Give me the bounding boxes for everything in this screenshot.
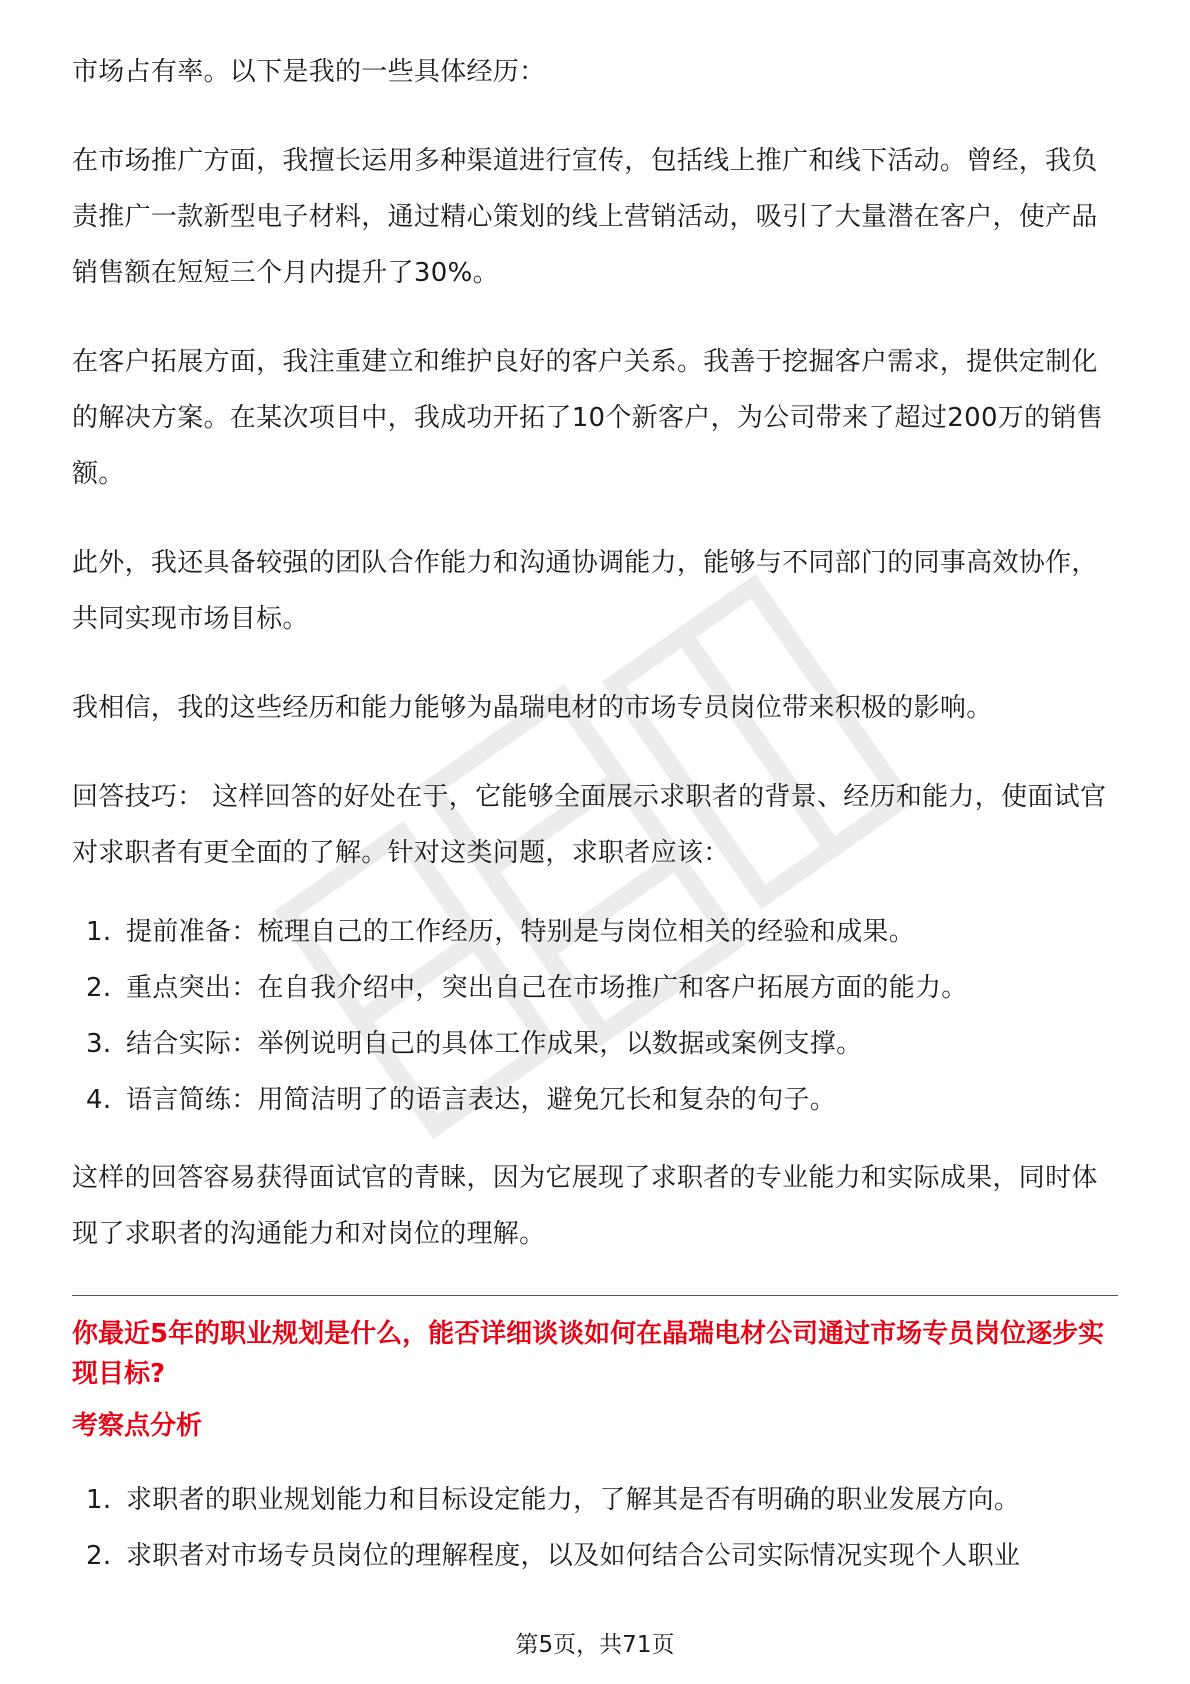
list-item [72, 904, 1118, 960]
list-item [72, 1016, 1118, 1072]
list-item [72, 1528, 1118, 1584]
question-heading: 你最近5年的职业规划是什么，能否详细谈谈如何在晶瑞电材公司通过市场专员岗位逐步实现目标? [72, 1319, 1105, 1389]
marketing-paragraph: 在市场推广方面，我擅长运用多种渠道进行宣传，包括线上推广和线下活动。曾经，我负责推广一款新型电子材料，通过精心策划的线上营销活动，吸引了大量潜在客户，使产品销售额在短短三个月内提升了30%。 [72, 146, 1098, 288]
teamwork-paragraph: 此外，我还具备较强的团队合作能力和沟通协调能力，能够与不同部门的同事高效协作，共同实现市场目标。 [72, 548, 1098, 634]
list-item-number: 2. [86, 973, 112, 1003]
list-item-number: 1. [86, 1485, 112, 1515]
tips-list [72, 904, 1118, 1128]
answer-tips-paragraph: 回答技巧： 这样回答的好处在于，它能够全面展示求职者的背景、经历和能力，使面试官对求职者有更全面的了解。针对这类问题，求职者应该： [72, 782, 1107, 868]
list-item-text: 求职者的职业规划能力和目标设定能力，了解其是否有明确的职业发展方向。 [126, 1485, 1021, 1515]
list-item [72, 1072, 1118, 1128]
list-item-text: 求职者对市场专员岗位的理解程度，以及如何结合公司实际情况实现个人职业 [126, 1541, 1021, 1571]
closing-paragraph: 这样的回答容易获得面试官的青睐，因为它展现了求职者的专业能力和实际成果，同时体现了求职者的沟通能力和对岗位的理解。 [72, 1163, 1098, 1249]
list-item-number: 4. [86, 1085, 112, 1115]
list-item-text: 重点突出：在自我介绍中，突出自己在市场推广和客户拓展方面的能力。 [126, 973, 968, 1003]
section-divider [72, 1295, 1118, 1296]
intro-line: 市场占有率。以下是我的一些具体经历： [72, 57, 546, 87]
list-item-number: 1. [86, 917, 112, 947]
analysis-heading: 考察点分析 [72, 1411, 203, 1441]
list-item-text: 结合实际：举例说明自己的具体工作成果，以数据或案例支撑。 [126, 1029, 863, 1059]
list-item-text: 提前准备：梳理自己的工作经历，特别是与岗位相关的经验和成果。 [126, 917, 916, 947]
list-item-text: 语言简练：用简洁明了的语言表达，避免冗长和复杂的句子。 [126, 1085, 837, 1115]
belief-paragraph: 我相信，我的这些经历和能力能够为晶瑞电材的市场专员岗位带来积极的影响。 [72, 693, 993, 723]
analysis-list [72, 1472, 1118, 1584]
list-item [72, 1472, 1118, 1528]
list-item [72, 960, 1118, 1016]
main-content [72, 44, 1118, 1606]
list-item-number: 3. [86, 1029, 112, 1059]
page-footer: 第5页，共71页 [515, 1632, 675, 1658]
list-item-number: 2. [86, 1541, 112, 1571]
client-paragraph: 在客户拓展方面，我注重建立和维护良好的客户关系。我善于挖掘客户需求，提供定制化的解决方案。在某次项目中，我成功开拓了10个新客户，为公司带来了超过200万的销售额。 [72, 347, 1104, 489]
